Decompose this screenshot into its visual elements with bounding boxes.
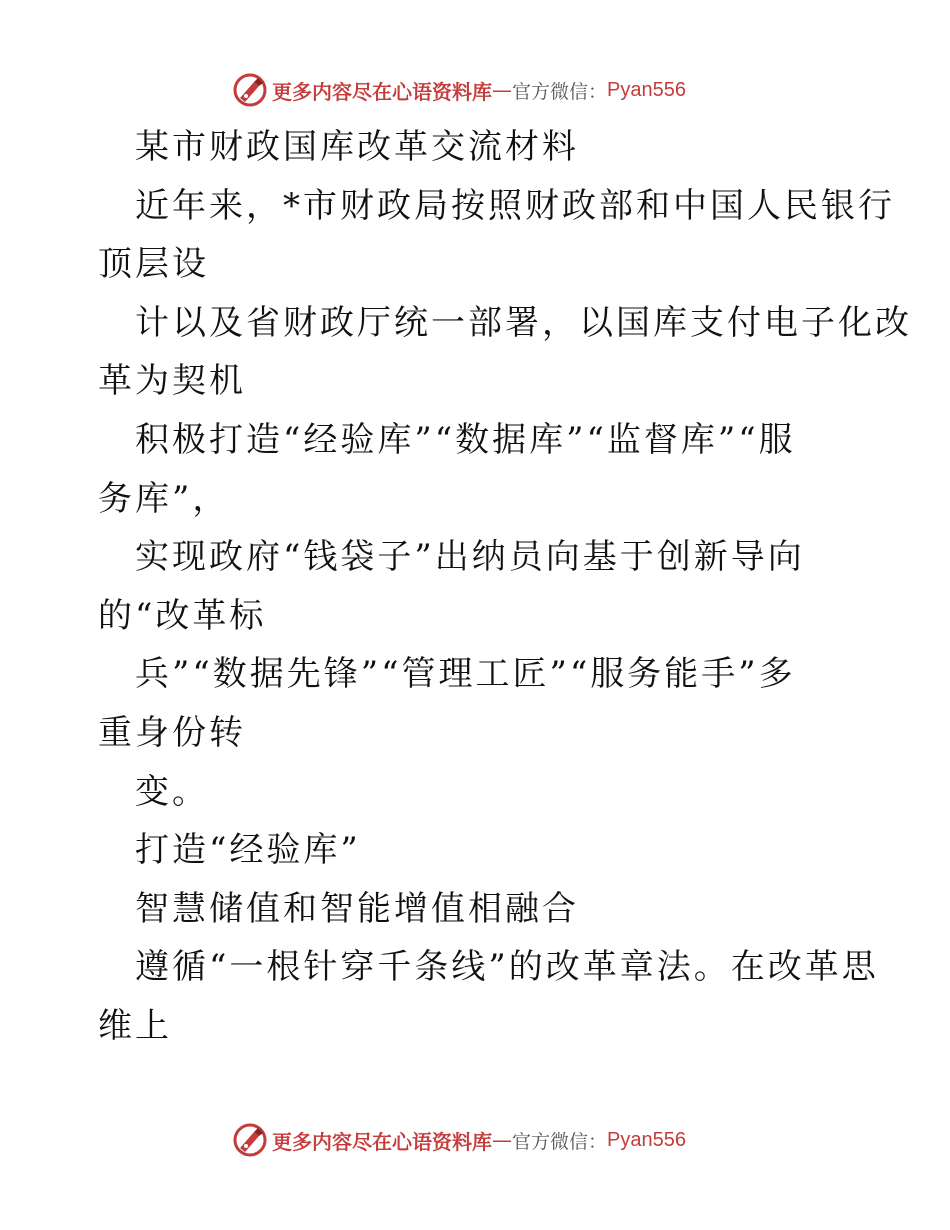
text-line: 革为契机 <box>98 361 246 402</box>
document-title: 某市财政国库改革交流材料 <box>135 127 579 167</box>
text-line: 的“改革标 <box>98 595 267 636</box>
section-heading: 打造“经验库” <box>135 830 361 871</box>
text-line: 维上 <box>98 1005 172 1046</box>
text-line: 重身份转 <box>98 712 246 753</box>
text-line: 顶层设 <box>98 244 209 285</box>
text-line: 积极打造“经验库”“数据库”“监督库”“服 <box>135 419 796 460</box>
text-line: 遵循“一根针穿千条线”的改革章法。在改革思 <box>135 947 879 988</box>
banner-dash: — <box>492 78 512 102</box>
footer-banner <box>232 1122 712 1158</box>
wechat-id: Pyan556 <box>607 1128 686 1151</box>
text-line: 实现政府“钱袋子”出纳员向基于创新导向 <box>135 537 805 578</box>
pen-nib-logo-icon <box>232 1122 268 1158</box>
text-line: 计以及省财政厅统一部署，以国库支付电子化改 <box>135 302 912 343</box>
site-name: 更多内容尽在心语资料库 <box>272 79 492 104</box>
subsection-heading: 智慧储值和智能增值相融合 <box>135 888 579 929</box>
site-name: 更多内容尽在心语资料库 <box>272 1129 492 1154</box>
wechat-label: 官方微信： <box>512 80 608 103</box>
banner-dash: — <box>492 1128 512 1152</box>
text-line: 兵”“数据先锋”“管理工匠”“服务能手”多 <box>135 654 796 695</box>
text-line: 变。 <box>135 771 209 812</box>
wechat-label: 官方微信： <box>512 1130 608 1153</box>
text-line: 务库”， <box>98 478 230 519</box>
text-line: 近年来，*市财政局按照财政部和中国人民银行 <box>135 185 895 226</box>
wechat-id: Pyan556 <box>607 78 686 101</box>
document-body <box>98 118 912 1056</box>
header-banner <box>232 72 712 108</box>
pen-nib-logo-icon <box>232 72 268 108</box>
